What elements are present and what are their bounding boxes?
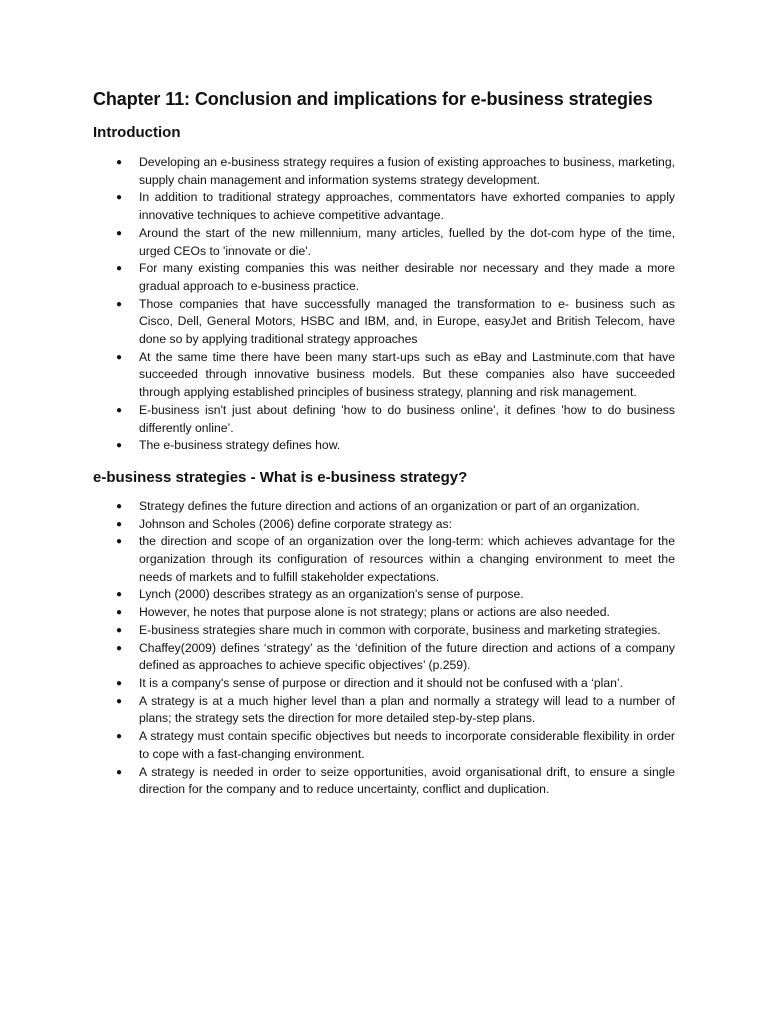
bullet-icon: ● bbox=[116, 192, 123, 204]
bullet-icon: ● bbox=[116, 298, 123, 310]
list-item bbox=[93, 533, 675, 586]
list-item-text: A strategy is at a much higher level than a plan and normally a strategy will lead to a number of plans; the strategy sets the direction for more detailed step-by-step plans. bbox=[139, 693, 675, 726]
list-item-text: It is a company's sense of purpose or direction and it should not be confused with a ‘plan’. bbox=[139, 675, 624, 690]
list-item-text: Johnson and Scholes (2006) define corporate strategy as: bbox=[139, 516, 453, 531]
list-item bbox=[93, 586, 675, 604]
bullet-icon: ● bbox=[116, 351, 123, 363]
introduction-bullet-list bbox=[93, 154, 675, 455]
bullet-icon: ● bbox=[116, 589, 123, 601]
list-item bbox=[93, 296, 675, 349]
list-item bbox=[93, 640, 675, 675]
list-item bbox=[93, 728, 675, 763]
list-item-text: Developing an e-business strategy requires a fusion of existing approaches to business, marketing, supply chain management and information systems strategy development. bbox=[139, 155, 675, 187]
bullet-icon: ● bbox=[116, 404, 123, 416]
list-item bbox=[93, 498, 675, 516]
section-heading-introduction: Introduction bbox=[93, 124, 181, 141]
list-item bbox=[93, 764, 675, 799]
list-item-text: The e-business strategy defines how. bbox=[139, 438, 341, 453]
list-item-text: Lynch (2000) describes strategy as an organization's sense of purpose. bbox=[139, 587, 524, 602]
bullet-icon: ● bbox=[116, 677, 123, 689]
bullet-icon: ● bbox=[116, 695, 123, 707]
list-item-text: For many existing companies this was neither desirable nor necessary and they made a more gradual approach to e-business practice. bbox=[139, 261, 675, 293]
bullet-icon: ● bbox=[116, 263, 123, 275]
list-item-text: A strategy must contain specific objectives but needs to incorporate considerable flexibility in order to cope with a fast-changing environment. bbox=[139, 729, 675, 761]
list-item bbox=[93, 349, 675, 402]
bullet-icon: ● bbox=[116, 157, 123, 168]
list-item bbox=[93, 154, 675, 189]
list-item bbox=[93, 675, 675, 693]
list-item-text: However, he notes that purpose alone is not strategy; plans or actions are also needed. bbox=[139, 605, 610, 620]
list-item-text: Chaffey(2009) defines ‘strategy’ as the ‘definition of the future direction and actions of a company defined as approaches to achieve specific objectives’ (p.259). bbox=[139, 640, 675, 673]
bullet-icon: ● bbox=[116, 227, 123, 239]
list-item-text: E-business isn't just about defining 'how to do business online', it defines 'how to do business differently online’. bbox=[139, 402, 675, 435]
bullet-icon: ● bbox=[116, 642, 123, 654]
bullet-icon: ● bbox=[116, 766, 123, 778]
list-item-text: Those companies that have successfully managed the transformation to e- business such as Cisco, Dell, General Motors, HSBC and IBM, and, in Europe, easyJet and British Telecom, have done so by applying traditional strategy approaches bbox=[139, 296, 675, 347]
list-item bbox=[93, 516, 675, 534]
list-item bbox=[93, 260, 675, 295]
bullet-icon: ● bbox=[116, 607, 123, 619]
list-item bbox=[93, 622, 675, 640]
list-item-text: the direction and scope of an organization over the long-term: which achieves advantage for the organization through its configuration of resources within a changing environment to meet the needs of markets and to fulfill stakeholder expectations. bbox=[139, 534, 675, 584]
bullet-icon: ● bbox=[116, 624, 123, 636]
bullet-icon: ● bbox=[116, 518, 123, 530]
bullet-icon: ● bbox=[116, 500, 123, 512]
list-item bbox=[93, 604, 675, 622]
list-item bbox=[93, 189, 675, 224]
list-item-text: E-business strategies share much in common with corporate, business and marketing strategies. bbox=[139, 622, 661, 637]
list-item-text: Strategy defines the future direction and actions of an organization or part of an organization. bbox=[139, 498, 640, 513]
bullet-icon: ● bbox=[116, 536, 123, 548]
list-item bbox=[93, 437, 675, 455]
section-heading-what-is-e-business-strategy: e-business strategies - What is e-business strategy? bbox=[93, 468, 468, 486]
list-item-text: At the same time there have been many start-ups such as eBay and Lastminute.com that have succeeded through innovative business models. But these companies also have succeeded through applying established principles of business strategy, planning and risk management. bbox=[139, 349, 675, 400]
chapter-title: Chapter 11: Conclusion and implications for e-business strategies bbox=[93, 89, 653, 109]
list-item-text: In addition to traditional strategy approaches, commentators have exhorted companies to apply innovative techniques to achieve competitive advantage. bbox=[139, 190, 675, 223]
list-item bbox=[93, 225, 675, 260]
document-page bbox=[93, 86, 675, 799]
strategy-bullet-list bbox=[93, 498, 675, 799]
list-item-text: A strategy is needed in order to seize opportunities, avoid organisational drift, to ensure a single direction for the company and to reduce uncertainty, conflict and duplication. bbox=[139, 764, 675, 797]
bullet-icon: ● bbox=[116, 731, 123, 743]
bullet-icon: ● bbox=[116, 440, 123, 452]
list-item bbox=[93, 402, 675, 437]
list-item-text: Around the start of the new millennium, many articles, fuelled by the dot-com hype of the time, urged CEOs to 'innovate or die'. bbox=[139, 225, 675, 258]
list-item bbox=[93, 693, 675, 728]
